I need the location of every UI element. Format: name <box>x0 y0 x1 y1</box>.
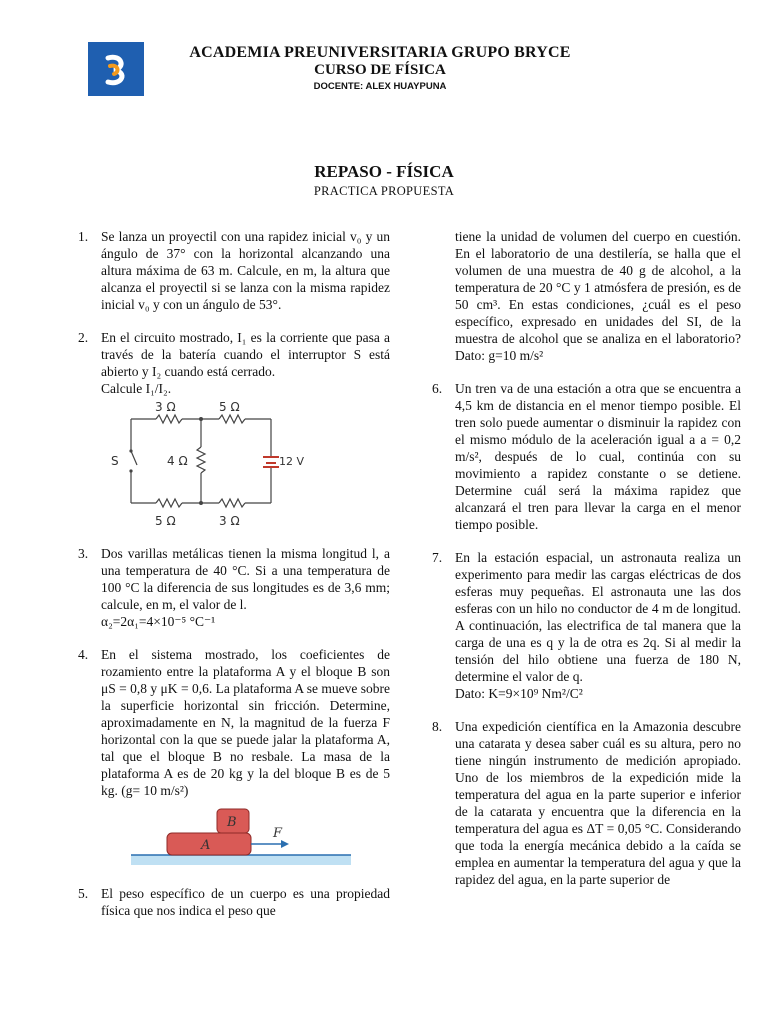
teacher-name: DOCENTE: ALEX HUAYPUNA <box>313 81 447 92</box>
label-r-top-right: 5 Ω <box>219 400 240 414</box>
question-data: Dato: K=9×10⁹ Nm²/C² <box>455 686 583 701</box>
page-subtitle: PRACTICA PROPUESTA <box>313 184 455 198</box>
question-text: El peso específico de un cuerpo es una propiedad física que nos indica el peso que <box>101 886 390 918</box>
question-number: 2. <box>78 330 89 345</box>
question-text: Se lanza un proyectil con una rapidez inicial v₀ y un ángulo de 37° con la horizontal alcanzando una altura máxima de 63 m. Calcule, en m, la altura que alcanza el proyectil si se lanza con la misma rapidez inicial v₀ y con un ángulo de 53°. <box>101 229 390 312</box>
label-r-middle: 4 Ω <box>167 454 188 468</box>
label-switch: S <box>111 454 119 468</box>
question-number: 1. <box>78 229 89 244</box>
question-3 <box>72 545 390 630</box>
question-1 <box>72 228 390 313</box>
question-data: α₂=2α₁=4×10⁻⁵ °C⁻¹ <box>101 614 216 629</box>
question-4 <box>72 646 390 869</box>
platform-block-diagram <box>131 803 391 869</box>
question-number: 3. <box>78 546 89 561</box>
question-6 <box>426 380 741 533</box>
academy-logo <box>88 42 144 96</box>
course-name: CURSO DE FÍSICA <box>314 62 446 78</box>
question-text: En el circuito mostrado, I₁ es la corriente que pasa a través de la batería cuando el interruptor S está abierto y I₂ cuando está cerrado. <box>101 330 390 379</box>
question-2 <box>72 329 390 529</box>
question-text: Un tren va de una estación a otra que se encuentra a 4,5 km de distancia en el menor tiempo posible. El tren solo puede aumentar o disminuir la rapidez con el mismo módulo de la aceleración igual a a = 0,2 m/s², después de lo cual, continúa con su movimiento a rapidez constante o se detiene. Determine cuál será la máxima rapidez que alcanzará el tren para llevar la carga en el menor tiempo posible. <box>455 381 741 532</box>
circuit-diagram <box>101 400 305 529</box>
page-title: REPASO - FÍSICA <box>314 162 454 181</box>
question-number: 5. <box>78 886 89 901</box>
document-header <box>180 44 580 95</box>
label-block-a: A <box>201 838 211 853</box>
label-force-f: F <box>273 826 283 841</box>
question-number: 7. <box>432 550 443 565</box>
question-text: Una expedición científica en la Amazonia descubre una catarata y desea saber cuál es su altura, pero no tiene ningún instrumento de medición apropiado. Uno de los miembros de la expedición mide la temperatura del agua en la parte superior e inferior de la catarata y encuentra que la diferencia en la temperatura del agua es ΔT = 0,05 °C. Considerando que toda la energía mecánica debido a la caída se emplea en aumentar la temperatura del agua y que la rapidez del agua, en la parte superior de <box>455 719 741 887</box>
logo-mark <box>88 42 144 96</box>
label-r-top-left: 3 Ω <box>155 400 176 414</box>
question-number: 6. <box>432 381 443 396</box>
question-number: 4. <box>78 647 89 662</box>
question-8 <box>426 718 741 888</box>
left-column <box>72 228 390 935</box>
question-5 <box>72 885 390 919</box>
question-number: 8. <box>432 719 443 734</box>
question-text: Dos varillas metálicas tienen la misma longitud l, a una temperatura de 40 °C. Si a una temperatura de 100 °C la diferencia de sus longitudes es de 3,6 mm; calcule, en m, el valor de l. <box>101 546 390 612</box>
question-5-continued <box>426 228 741 364</box>
label-battery: 12 V <box>279 455 305 468</box>
question-text: En la estación espacial, un astronauta realiza un experimento para medir las cargas eléctricas de dos esferas muy pequeñas. El astronauta une las dos esferas con un hilo no conductor de 4 m de longitud. A continuación, las electrifica de tal manera que la carga de una es q y la de otra es 2q. Si al medir la tensión del hilo obtiene una fuerza de 180 N, determine el valor de q. <box>455 550 741 684</box>
academy-name: ACADEMIA PREUNIVERSITARIA GRUPO BRYCE <box>189 44 571 61</box>
question-ask: Calcule I₁/I₂. <box>101 381 172 396</box>
label-block-b: B <box>227 815 237 830</box>
label-r-bottom-left: 5 Ω <box>155 514 176 528</box>
right-column <box>426 228 741 904</box>
question-text: tiene la unidad de volumen del cuerpo en cuestión. En el laboratorio de una destilería, se halla que el volumen de una muestra de 40 g de alcohol, a la temperatura de 20 °C y 1 atmósfera de presión, es de 50 cm³. En estas condiciones, ¿cuál es el peso específico, expresado en unidades del SI, de la muestra de alcohol que se analiza en el laboratorio? Dato: g=10 m/s² <box>455 229 741 363</box>
question-7 <box>426 549 741 702</box>
question-text: En el sistema mostrado, los coeficientes de rozamiento entre la plataforma A y el bloque B son μS = 0,8 y μK = 0,6. La plataforma A se mueve sobre la superficie horizontal sin fricción. Determine, aproximadamente en N, la magnitud de la fuerza F horizontal con la que se puede jalar la plataforma A, tal que el bloque B no resbale. La masa de la plataforma A es de 20 kg y la del bloque B es de 5 kg. (g= 10 m/s²) <box>101 647 390 798</box>
label-r-bottom-right: 3 Ω <box>219 514 240 528</box>
